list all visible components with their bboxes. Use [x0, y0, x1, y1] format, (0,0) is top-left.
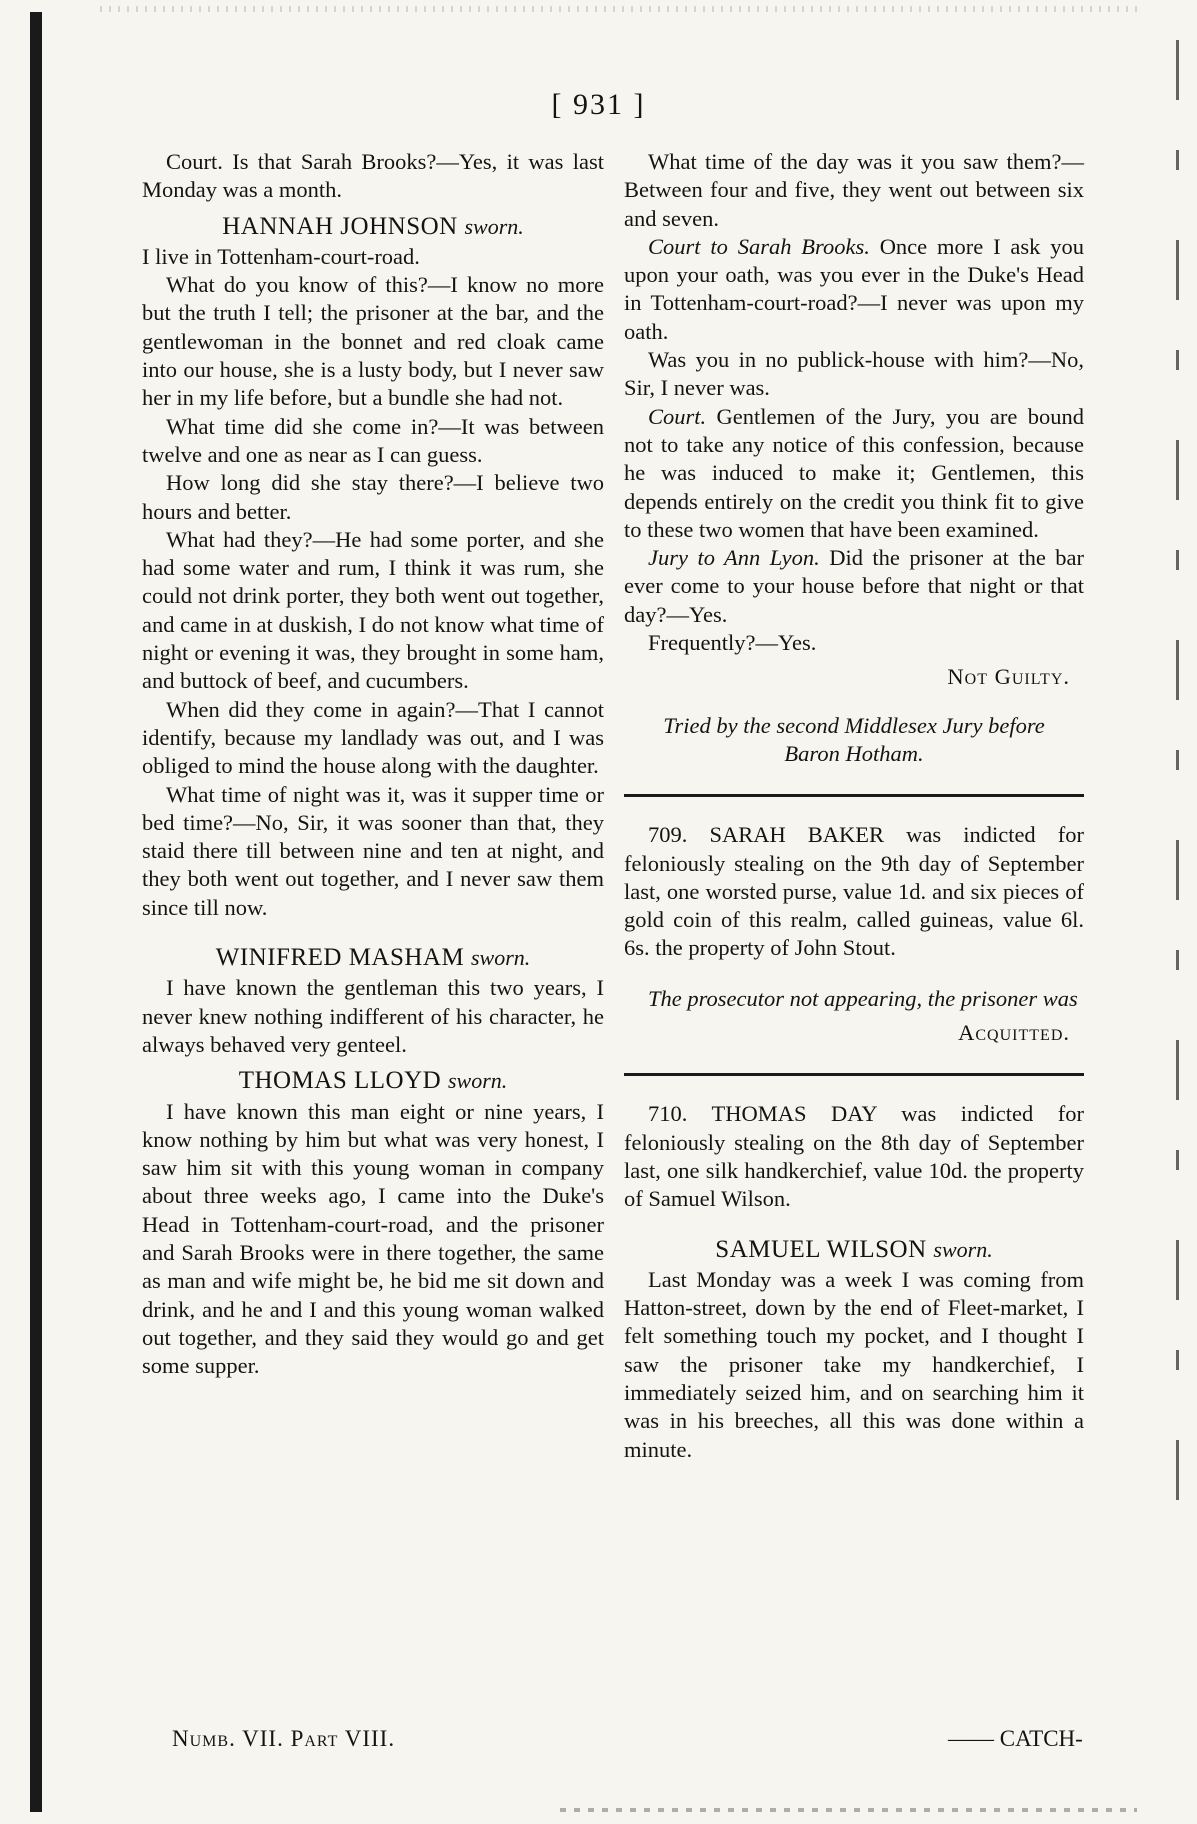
paragraph — [624, 403, 1084, 544]
witness-name: SAMUEL WILSON — [715, 1235, 927, 1263]
scan-edge-right — [1176, 40, 1179, 1540]
speaker-label: Court. — [648, 403, 707, 429]
witness-heading — [142, 1067, 604, 1095]
case-paragraph: 709. SARAH BAKER was indicted for feloniously stealing on the 9th day of September last, one worsted purse, value 1d. and six pieces of gold coin of this realm, called guineas, value 6l. 6s. the property of John Stout. — [624, 822, 1084, 961]
scan-noise-top — [100, 6, 1137, 12]
paragraph — [624, 544, 1084, 629]
left-column — [142, 148, 604, 1380]
speaker-label: Court to Sarah Brooks. — [648, 233, 870, 259]
section-divider — [624, 794, 1084, 797]
sworn-label: sworn. — [933, 1236, 993, 1262]
witness-heading — [142, 213, 604, 241]
witness-name: THOMAS LLOYD — [238, 1067, 442, 1095]
paragraph: I have known this man eight or nine years, I know nothing by him but what was very honest, I saw him sit with this young woman in company about three weeks ago, I came into the Duke's Head in Tottenham-court-road, and the prisoner and Sarah Brooks were in there together, the same as man and wife might be, he bid me sit down and drink, and he and I and this young woman walked out together, and they said they would go and get some supper. — [142, 1098, 604, 1379]
paragraph: Was you in no publick-house with him?—No, Sir, I never was. — [624, 347, 1084, 401]
trial-note-line: Baron Hotham. — [784, 740, 924, 766]
paragraph: When did they come in again?—That I cannot identify, because my landlady was out, and I was obliged to mind the house along with the daughter. — [142, 696, 604, 779]
signature-text: Numb. VII. Part VIII. — [172, 1726, 396, 1751]
paragraph: What do you know of this?—I know no more but the truth I tell; the prisoner at the bar, and the gentlewoman in the bonnet and red cloak came into our house, she is a lusty body, but I never saw her in my life before, but a bundle she had not. — [142, 272, 604, 411]
paragraph: I live in Tottenham-court-road. — [142, 243, 420, 269]
trial-note-line: Tried by the second Middlesex Jury before — [663, 712, 1045, 738]
witness-heading — [624, 1236, 1084, 1264]
case-paragraph: 710. THOMAS DAY was indicted for feloniously stealing on the 8th day of September last, one silk handkerchief, value 10d. the property of Samuel Wilson. — [624, 1101, 1084, 1212]
paragraph: What time of the day was it you saw them?—Between four and five, they went out between six and seven. — [624, 149, 1084, 231]
witness-heading — [142, 944, 604, 972]
catchword: —— CATCH- — [948, 1726, 1083, 1751]
witness-name: HANNAH JOHNSON — [222, 212, 458, 240]
trial-note — [624, 712, 1084, 769]
page-number: [ 931 ] — [551, 88, 646, 121]
paragraph-text: Did the prisoner at the bar ever come to your house before that night or that day?—Yes. — [624, 545, 1085, 627]
verdict: Not Guilty. — [947, 664, 1070, 690]
case-note: The prosecutor not appearing, the prisoner was — [648, 985, 1078, 1011]
paragraph — [624, 233, 1084, 346]
right-column — [624, 148, 1084, 1464]
paragraph-text: Gentlemen of the Jury, you are bound not to take any notice of this confession, because he was induced to make it; Gentlemen, this depends entirely on the credit you think fit to give to these two women that have been examined. — [624, 403, 1085, 542]
paragraph: How long did she stay there?—I believe two hours and better. — [142, 470, 604, 524]
paragraph: Last Monday was a week I was coming from Hatton-street, down by the end of Fleet-market, I felt something touch my pocket, and I thought I saw the prisoner take my handkerchief, I immediately seized him, and on searching him it was in his breeches, all this was done within a minute. — [624, 1266, 1084, 1462]
paragraph: Frequently?—Yes. — [648, 630, 817, 656]
scan-noise-bottom — [560, 1808, 1137, 1812]
paragraph: What time of night was it, was it supper time or bed time?—No, Sir, it was sooner than that, they staid there till between nine and ten at night, and they both went out together, and I never saw them since till now. — [142, 781, 604, 920]
verdict: Acquitted. — [958, 1020, 1070, 1046]
speaker-label: Jury to Ann Lyon. — [648, 545, 820, 571]
paragraph: Court. Is that Sarah Brooks?—Yes, it was last Monday was a month. — [142, 149, 604, 203]
paragraph: I have known the gentleman this two years, I never knew nothing indifferent of his character, he always behaved very genteel. — [142, 975, 604, 1057]
sworn-label: sworn. — [447, 1068, 508, 1094]
witness-name: WINIFRED MASHAM — [215, 944, 465, 972]
paragraph-text: Once more I ask you upon your oath, was you ever in the Duke's Head in Tottenham-court-road?—I never was upon my oath. — [624, 233, 1084, 344]
sworn-label: sworn. — [470, 945, 531, 971]
signature-mark — [172, 1726, 395, 1752]
sworn-label: sworn. — [464, 213, 524, 239]
section-divider — [624, 1073, 1084, 1076]
page-binding-edge — [30, 12, 42, 1812]
paragraph: What had they?—He had some porter, and she had some water and rum, I think it was rum, she could not drink porter, they both went out together, and came in at duskish, I do not know what time of night or evening it was, they brought in some ham, and buttock of beef, and cucumbers. — [142, 526, 604, 694]
paragraph: What time did she come in?—It was between twelve and one as near as I can guess. — [142, 413, 604, 467]
